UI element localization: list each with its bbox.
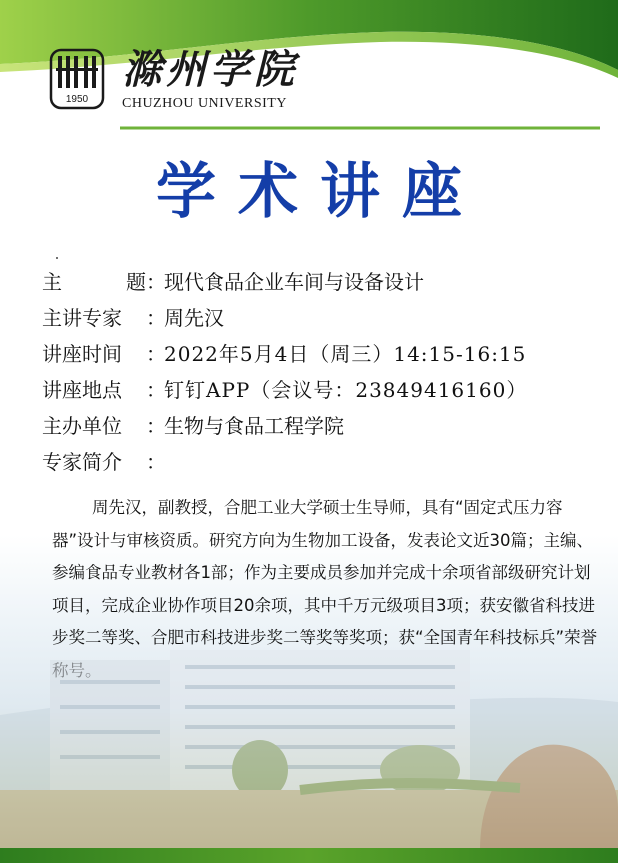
stray-dot — [56, 257, 58, 259]
speaker-label: 主讲专家 — [42, 306, 122, 330]
place-row: 讲座地点 ： 钉钉APP（会议号：23849416160） — [42, 374, 602, 410]
time-label: 讲座时间 — [42, 342, 122, 366]
time-row: 讲座时间 ： 2022年5月4日（周三）14:15-16:15 — [42, 338, 602, 374]
speaker-value: 周先汉 — [164, 306, 224, 330]
university-emblem — [48, 48, 106, 110]
time-value: 2022年5月4日（周三）14:15-16:15 — [164, 342, 527, 366]
host-value: 生物与食品工程学院 — [164, 414, 344, 438]
place-value: 钉钉APP（会议号：23849416160） — [164, 378, 528, 402]
university-name-en: CHUZHOU UNIVERSITY — [122, 96, 287, 111]
host-row: 主办单位 ： 生物与食品工程学院 — [42, 410, 602, 446]
lecture-info — [42, 266, 602, 482]
bio-label-row: 专家简介 ： — [42, 446, 602, 482]
topic-value: 现代食品企业车间与设备设计 — [164, 270, 424, 294]
topic-row: 主 题 ： 现代食品企业车间与设备设计 — [42, 266, 602, 302]
poster-title: 学术讲座 — [156, 157, 484, 227]
university-name-cn: 滁州学院 — [122, 46, 298, 93]
topic-label: 主 题 — [42, 270, 146, 294]
svg-text:1950: 1950 — [65, 94, 89, 105]
speaker-bio: 周先汉，副教授，合肥工业大学硕士生导师，具有“固定式压力容器”设计与审核资质。研究方向为生物加工设备，发表论文近30篇；主编、参编食品专业教材各1部；作为主要成员参加并完成十余项省部级研究计划项目，完成企业协作项目20余项，其中千万元级项目3项；获安徽省科技进步奖二等奖、合肥市科技进步奖二等奖等奖项；获“全国青年科技标兵”荣誉 — [52, 498, 598, 647]
speaker-row: 主讲专家 ： 周先汉 — [42, 302, 602, 338]
host-label: 主办单位 — [42, 414, 122, 438]
bottom-green-band — [0, 848, 618, 863]
campus-background — [0, 620, 618, 863]
place-label: 讲座地点 — [42, 378, 122, 402]
bio-label: 专家简介 — [42, 450, 122, 474]
